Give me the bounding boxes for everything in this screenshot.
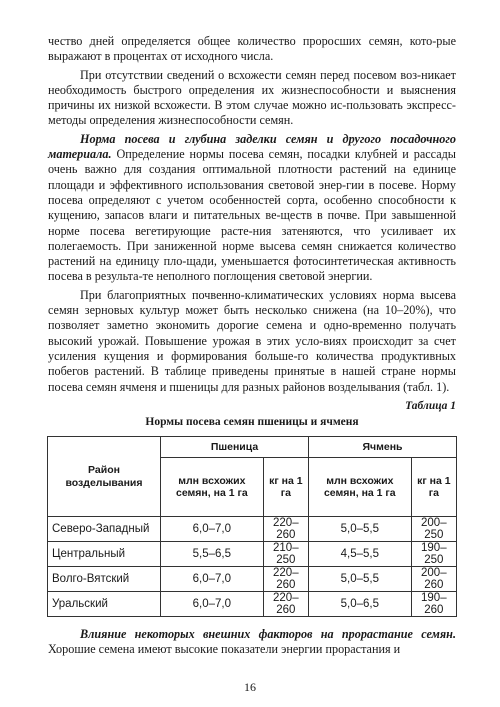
cell-wheat-kg: 210–250 bbox=[263, 542, 308, 567]
header-barley-mln: млн всхожих семян, на 1 га bbox=[308, 458, 411, 517]
table-row bbox=[48, 517, 457, 542]
cell-region: Волго-Вятский bbox=[48, 567, 161, 592]
header-barley-kg: кг на 1 га bbox=[411, 458, 456, 517]
seeding-rates-table bbox=[47, 436, 457, 617]
cell-region: Центральный bbox=[48, 542, 161, 567]
table-title: Нормы посева семян пшеницы и ячменя bbox=[145, 416, 359, 428]
cell-barley-kg: 190–260 bbox=[411, 592, 456, 617]
paragraph-2: При отсутствии сведений о всхожести семян перед посевом воз-никает необходимость быстрого определения их жизнеспособности и выяснения причины их низкой всхожести. В этом случае можно ис-пользовать экспресс-методы определения жизнеспособности семян. bbox=[48, 67, 456, 128]
cell-wheat-mln: 6,0–7,0 bbox=[161, 592, 264, 617]
table-row bbox=[48, 567, 457, 592]
cell-wheat-mln: 6,0–7,0 bbox=[161, 517, 264, 542]
cell-region: Северо-Западный bbox=[48, 517, 161, 542]
cell-barley-mln: 5,0–6,5 bbox=[308, 592, 411, 617]
header-wheat-mln: млн всхожих семян, на 1 га bbox=[161, 458, 264, 517]
table-label: Таблица 1 bbox=[405, 400, 456, 412]
cell-wheat-mln: 5,5–6,5 bbox=[161, 542, 264, 567]
cell-wheat-kg: 220–260 bbox=[263, 517, 308, 542]
header-barley: Ячмень bbox=[308, 437, 456, 458]
page-number: 16 bbox=[244, 680, 256, 694]
cell-barley-kg: 190–250 bbox=[411, 542, 456, 567]
cell-barley-mln: 5,0–5,5 bbox=[308, 567, 411, 592]
header-wheat: Пшеница bbox=[161, 437, 309, 458]
section-heading-external-factors: Влияние некоторых внешних факторов на прорастание семян. bbox=[80, 627, 456, 641]
header-region: Район возделывания bbox=[48, 437, 161, 517]
paragraph-4: При благоприятных почвенно-климатических условиях норма высева семян зерновых культур может быть несколько снижена (на 10–20%), что позволяет заметно экономить дорогие семена и одно-временно получать высокий урожай. Повышение урожая в этих усло-виях происходит за счет усиления кущения и формирования больше-го количества продуктивных побегов растений. В таблице приведены принятые в нашей стране нормы посева семян ячменя и пшеницы для разных районов возделывания (табл. 1). bbox=[48, 287, 456, 394]
table-row bbox=[48, 542, 457, 567]
cell-wheat-kg: 220–260 bbox=[263, 567, 308, 592]
cell-barley-kg: 200–260 bbox=[411, 567, 456, 592]
cell-barley-mln: 4,5–5,5 bbox=[308, 542, 411, 567]
cell-region: Уральский bbox=[48, 592, 161, 617]
header-wheat-kg: кг на 1 га bbox=[263, 458, 308, 517]
body-text bbox=[48, 34, 456, 395]
paragraph-3 bbox=[48, 132, 456, 285]
cell-wheat-mln: 6,0–7,0 bbox=[161, 567, 264, 592]
footer-text bbox=[48, 627, 456, 658]
section-heading-seeding-rate: Норма посева и глубина заделки семян и другого посадочного материала. bbox=[48, 131, 456, 162]
paragraph-1: чество дней определяется общее количество проросших семян, кото-рые выражают в процентах от исходного числа. bbox=[48, 34, 456, 64]
cell-barley-mln: 5,0–5,5 bbox=[308, 517, 411, 542]
paragraph-3-body: Определение нормы посева семян, посадки клубней и рассады очень важно для создания оптимальной плотности растений на единице площади и эффективного использования световой энер-гии в посеве. Норму посева определяют с учетом особенностей сорта, особенно способности к кущению, запасов влаги и питательных ве-ществ в почве. При завышенной норме посева вегетирующие расте-ния затеняются, что усиливает их полегаемость. При заниженной норме высева семян снижается количество растений на единицу пло-щади, уменьшается фотосинтетическая активность посева в результа-те неполного поглощения световой энергии. bbox=[48, 147, 456, 284]
table-row bbox=[48, 592, 457, 617]
cell-barley-kg: 200–250 bbox=[411, 517, 456, 542]
paragraph-5 bbox=[48, 627, 456, 658]
cell-wheat-kg: 220–260 bbox=[263, 592, 308, 617]
paragraph-5-body: Хорошие семена имеют высокие показатели энергии прорастания и bbox=[48, 642, 401, 657]
